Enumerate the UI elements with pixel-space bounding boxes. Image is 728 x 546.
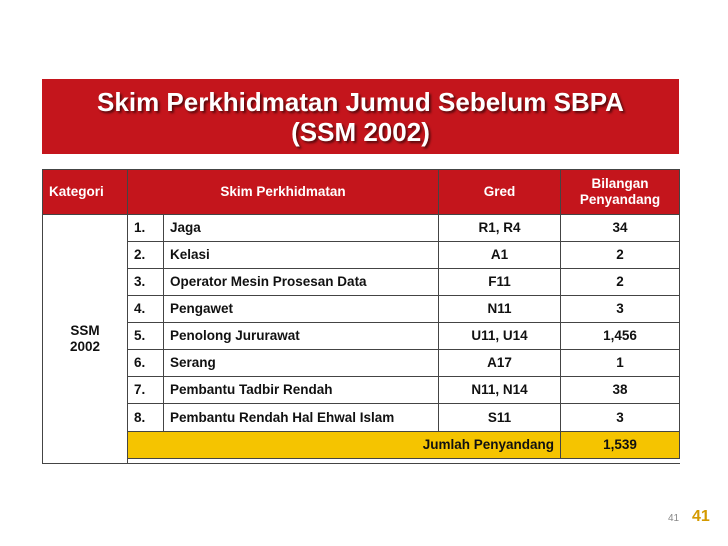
spacer-cell	[128, 459, 680, 464]
table-row	[43, 377, 680, 404]
row-number: 2.	[128, 242, 164, 269]
row-number: 4.	[128, 296, 164, 323]
row-gred: A1	[439, 242, 561, 269]
row-gred: U11, U14	[439, 323, 561, 350]
row-skim: Operator Mesin Prosesan Data	[164, 269, 439, 296]
table-bottom-spacer	[43, 459, 680, 464]
row-skim: Serang	[164, 350, 439, 377]
row-bilangan: 3	[561, 404, 680, 432]
row-number: 3.	[128, 269, 164, 296]
table-row	[43, 242, 680, 269]
row-number: 5.	[128, 323, 164, 350]
row-gred: N11	[439, 296, 561, 323]
page-number: 41	[692, 508, 710, 525]
row-bilangan: 3	[561, 296, 680, 323]
kategori-line-1: SSM	[70, 323, 100, 338]
row-number: 6.	[128, 350, 164, 377]
row-number: 8.	[128, 404, 164, 432]
row-bilangan: 1	[561, 350, 680, 377]
row-skim: Kelasi	[164, 242, 439, 269]
row-gred: R1, R4	[439, 215, 561, 242]
row-bilangan: 1,456	[561, 323, 680, 350]
row-gred: F11	[439, 269, 561, 296]
table-header-row	[43, 170, 680, 215]
row-skim: Jaga	[164, 215, 439, 242]
row-bilangan: 38	[561, 377, 680, 404]
title-line-1: Skim Perkhidmatan Jumud Sebelum SBPA	[97, 87, 624, 117]
title-line-2: (SSM 2002)	[291, 117, 430, 147]
row-skim: Pengawet	[164, 296, 439, 323]
row-gred: S11	[439, 404, 561, 432]
total-row	[43, 432, 680, 459]
scheme-table	[42, 169, 680, 464]
kategori-cell	[43, 215, 128, 464]
row-skim: Pembantu Tadbir Rendah	[164, 377, 439, 404]
total-label: Jumlah Penyandang	[128, 432, 561, 459]
header-bilangan: Bilangan Penyandang	[561, 170, 680, 215]
row-skim: Pembantu Rendah Hal Ehwal Islam	[164, 404, 439, 432]
table-row	[43, 269, 680, 296]
kategori-line-2: 2002	[69, 339, 101, 354]
header-kategori: Kategori	[43, 170, 128, 215]
table-row	[43, 296, 680, 323]
header-skim: Skim Perkhidmatan	[128, 170, 439, 215]
row-gred: A17	[439, 350, 561, 377]
row-bilangan: 2	[561, 242, 680, 269]
row-bilangan: 34	[561, 215, 680, 242]
table-row	[43, 350, 680, 377]
header-gred: Gred	[439, 170, 561, 215]
page-number-small: 41	[668, 513, 680, 524]
table-row	[43, 323, 680, 350]
table-row	[43, 215, 680, 242]
row-number: 7.	[128, 377, 164, 404]
row-bilangan: 2	[561, 269, 680, 296]
row-number: 1.	[128, 215, 164, 242]
table-row	[43, 404, 680, 432]
title-banner	[42, 79, 679, 154]
row-gred: N11, N14	[439, 377, 561, 404]
total-value: 1,539	[561, 432, 680, 459]
row-skim: Penolong Jururawat	[164, 323, 439, 350]
